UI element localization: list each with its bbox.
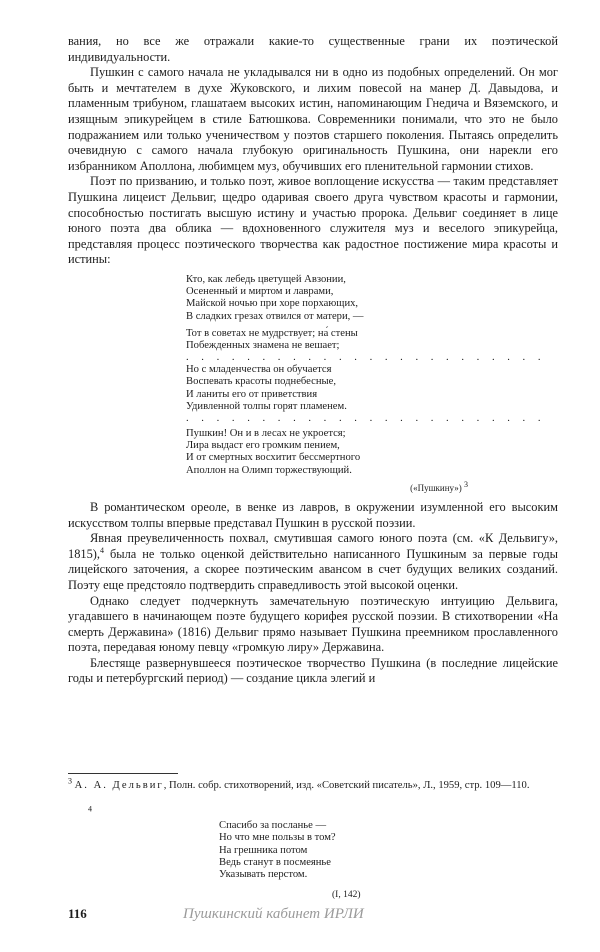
poem-line: Удивленной толпы горят пламенем. xyxy=(186,400,347,412)
footnote-poem-line: На грешника потом xyxy=(219,844,308,856)
footnote-poem-line: Ведь станут в посмеянье xyxy=(219,856,331,868)
poem-ellipsis: . . . . . . . . . . . . . . . . . . . . . . . . xyxy=(186,352,546,364)
poem-to-pushkin xyxy=(186,274,558,494)
footnote-poem-line: Указывать перстом. xyxy=(219,869,308,881)
poem-line: Осененный и миртом и лаврами, xyxy=(186,286,334,298)
poem-line: Но с младенчества он обучается xyxy=(186,364,332,376)
paragraph-continued: вания, но все же отражали какие-то существенные грани их поэтической индивидуальности. xyxy=(68,34,558,64)
paragraph-delvig: Поэт по призванию, и только поэт, живое воплощение искусства — таким представляет Пушкина лицеист Дельвиг, щедро одаривая своего друга чувством красоты и гармонии, способностью постигать высшую истину и участью пророка. Дельвиг соединяет в лице юного поэта два облика — вдохновенного служителя муз и веселого эпикурейца, представляя процесс поэтического творчества как радостное постижение мира красоты и истины: xyxy=(68,174,558,267)
footnote-poem-line: Спасибо за посланье — xyxy=(219,820,327,831)
footnote-mark: 4 xyxy=(88,804,92,814)
poem-stanza xyxy=(186,428,558,477)
poem-stanza xyxy=(186,274,558,323)
paragraph-pushkin-definitions: Пушкин с самого начала не укладывался ни в одно из подобных определений. Он мог быть и мечтателем в духе Жуковского, и лихим повесой на манер Д. Давыдова, и пламенным трибуном, глашатаем высоких истин, напоминающим Гнедича и Вяземского, и изящным эпикурейцем в стиле Батюшкова. Современники понимали, что это не было подражанием или только ученичеством у поэтов старшего поколения. Пытаясь определить очевидную с самого начала глубокую оригинальность Пушкина, они нарекли его избранником Аполлона, любимцем муз, обучивших его пленительной гармонии стихов. xyxy=(68,65,558,173)
poem-stanza xyxy=(186,328,558,423)
paragraph-hyperbole xyxy=(68,531,558,593)
poem-line: Побежденных знамена не вешает; xyxy=(186,339,340,351)
poem-line: Лира выдаст его громким пением, xyxy=(186,440,340,452)
poem-ellipsis: . . . . . . . . . . . . . . . . . . . . . . . . xyxy=(186,412,546,424)
poem-line: Воспевать красоты поднебесные, xyxy=(186,376,336,388)
footnote-mark: 3 xyxy=(68,776,72,786)
watermark: Пушкинский кабинет ИРЛИ xyxy=(183,906,364,922)
footnote-divider xyxy=(68,773,178,774)
paragraph-text: Явная преувеличенность похвал, смутившая самого юного поэта (см. «К Дельвигу», 1815), xyxy=(68,531,558,561)
footnote-4-poem xyxy=(219,820,336,881)
footnote-poem-line: Но что мне пользы в том? xyxy=(219,832,336,844)
paragraph-romantic-aureole: В романтическом ореоле, в венке из лавров, в окружении изумленной его высоким искусством толпы впервые представал Пушкин в русской поэзии. xyxy=(68,499,558,530)
paragraph-intuition: Однако следует подчеркнуть замечательную поэтическую интуицию Дельвига, угадавшего в начинающем поэте будущего корифея русской поэзии. В стихотворении «На смерть Державина» (1816) Дельвиг прямо называет Пушкина преемником прославленного поэта, передавая юному певцу «громкую лиру» Державина. xyxy=(68,593,558,655)
footnote-text: , Полн. собр. стихотворений, изд. «Советский писатель», Л., 1959, стр. 109—110. xyxy=(163,780,530,791)
footnote-3 xyxy=(68,776,560,793)
poem-source-title: («Пушкину») xyxy=(410,482,462,493)
footnote-author: А. А. Дельвиг xyxy=(74,780,164,791)
poem-source xyxy=(186,479,468,494)
main-text xyxy=(68,34,558,687)
footnote-mark: 4 xyxy=(100,545,105,555)
poem-line: Тот в советах не мудрствует; на́ стены xyxy=(186,327,358,339)
footnote-4-source: (I, 142) xyxy=(332,890,361,900)
poem-line: В сладких грезах отвился от матери, — xyxy=(186,310,364,322)
poem-line: Кто, как лебедь цветущей Авзонии, xyxy=(186,273,346,285)
page-number: 116 xyxy=(68,906,87,921)
poem-line: Аполлон на Олимп торжествующий. xyxy=(186,464,352,476)
paragraph-brilliant: Блестяще развернувшееся поэтическое творчество Пушкина (в последние лицейские годы и петербургский период) — создание цикла элегий и xyxy=(68,655,558,686)
footnote-4-mark xyxy=(88,804,580,821)
poem-line: И ланиты его от приветствия xyxy=(186,388,318,400)
paragraph-text: была не только оценкой действительно написанного Пушкиным за первые годы лицейского заточения, а скорее поэтическим авансом в счет будущих великих созданий. Поэту еще предстояло подтвердить справедливость этой высокой оценки. xyxy=(68,546,558,592)
poem-line: И от смертных восхитит бессмертного xyxy=(186,452,361,464)
poem-line: Пушкин! Он и в лесах не укроется; xyxy=(186,427,346,439)
poem-line: Майской ночью при хоре порхающих, xyxy=(186,298,359,310)
footnote-mark: 3 xyxy=(464,479,468,489)
